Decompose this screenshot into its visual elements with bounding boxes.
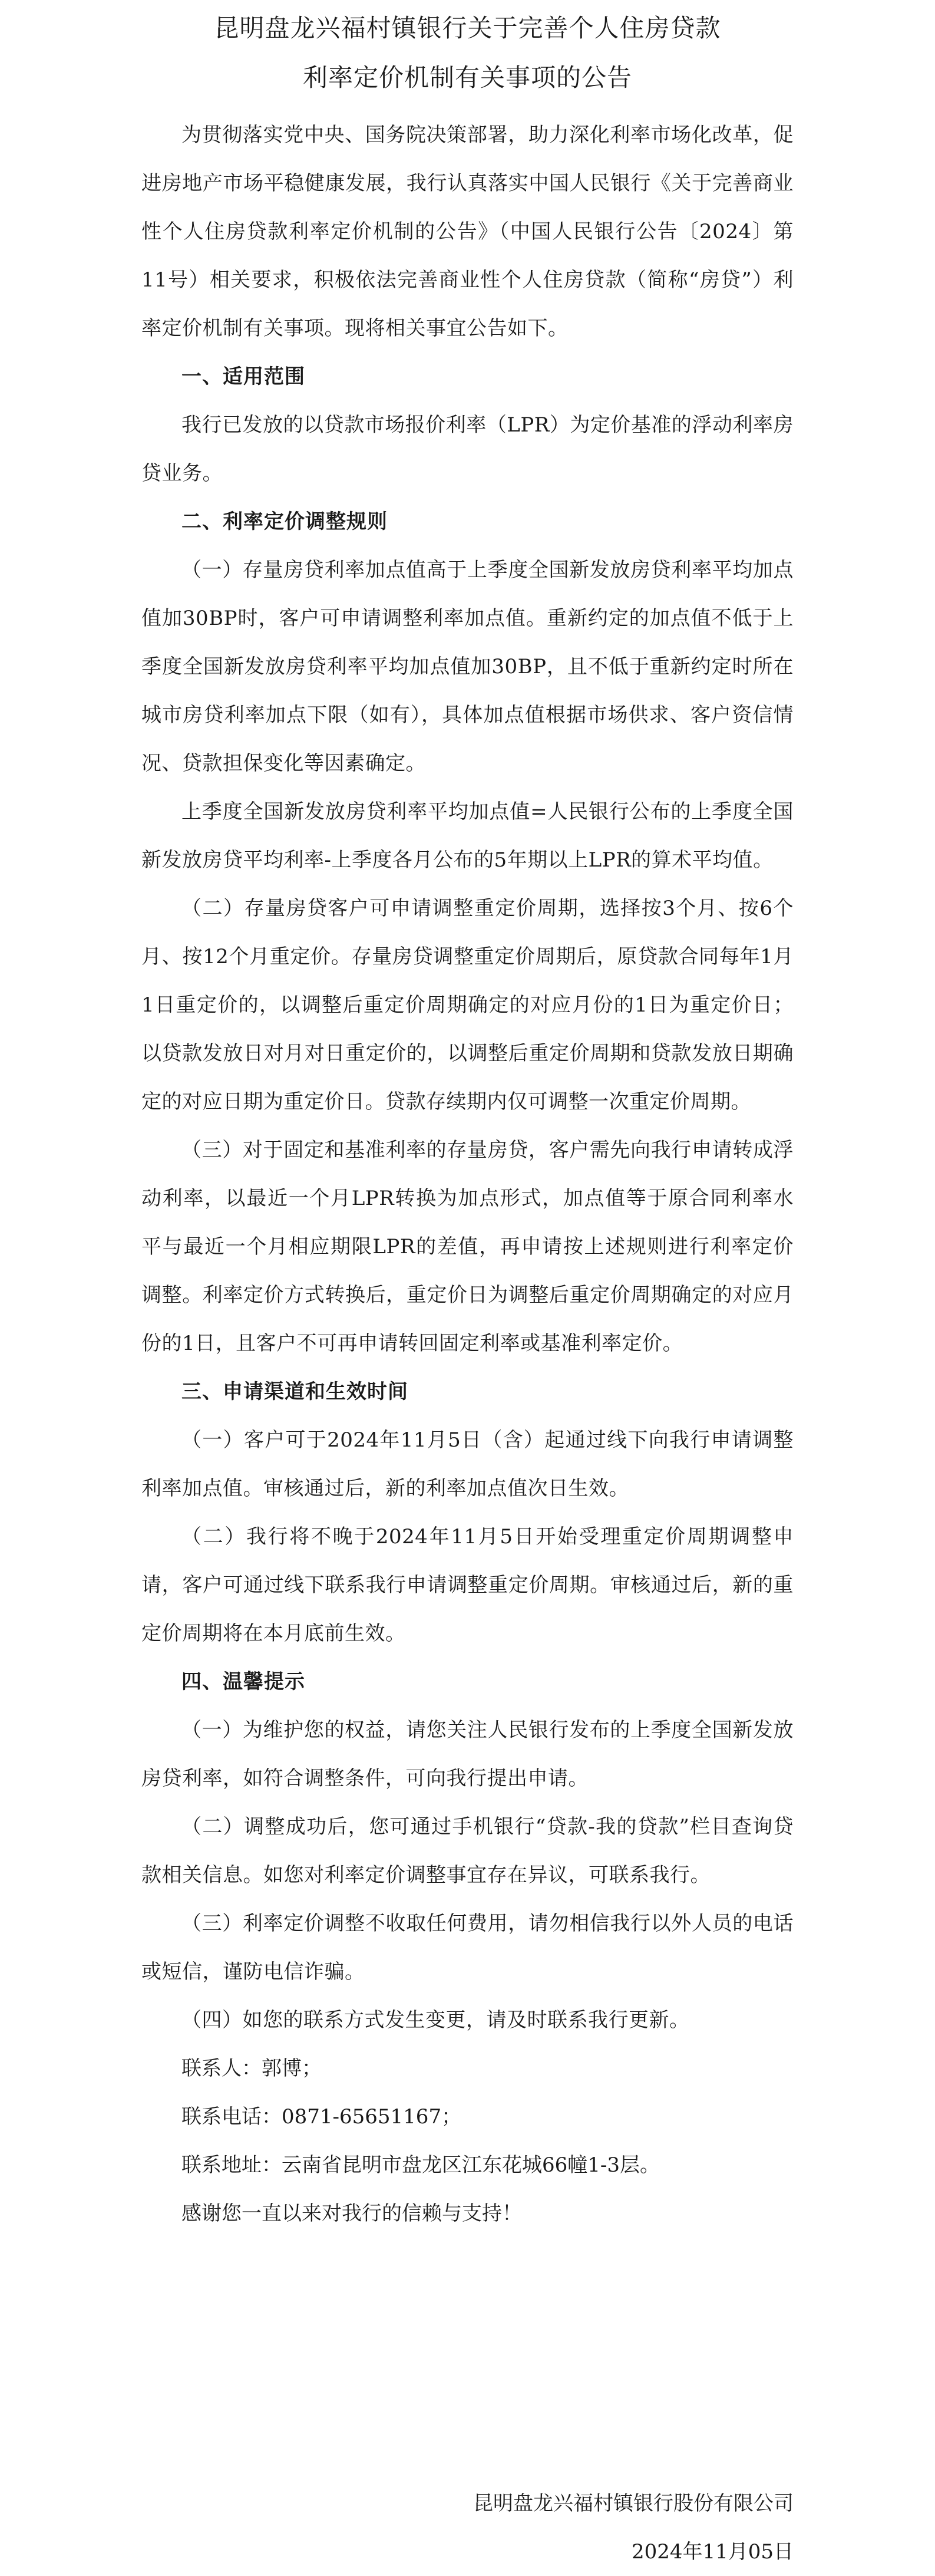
contact-phone: 联系电话：0871-65651167； [181, 2105, 462, 2129]
thanks-text: 感谢您一直以来对我行的信赖与支持！ [181, 2202, 522, 2225]
rules-paragraph-2: 上季度全国新发放房贷利率平均加点值=人民银行公布的上季度全国新发放房贷平均利率-上季度各月公布的5年期以上LPR的算术平均值。 [141, 800, 794, 872]
contact-address: 联系地址：云南省昆明市盘龙区江东花城66幢1-3层。 [181, 2153, 660, 2177]
signature-date: 2024年11月05日 [631, 2540, 794, 2564]
section-heading-rules: 二、利率定价调整规则 [181, 510, 388, 533]
contact-person: 联系人：郭博； [181, 2057, 322, 2080]
channels-paragraph-1: （一）客户可于2024年11月5日（含）起通过线下向我行申请调整利率加点值。审核通过后，新的利率加点值次日生效。 [141, 1428, 794, 1500]
document-title [141, 0, 794, 103]
tips-paragraph-3: （三）利率定价调整不收取任何费用，请勿相信我行以外人员的电话或短信，谨防电信诈骗。 [141, 1912, 794, 1984]
tips-paragraph-2: （二）调整成功后，您可通过手机银行“贷款-我的贷款”栏目查询贷款相关信息。如您对利率定价调整事宜存在异议，可联系我行。 [141, 1815, 794, 1887]
rules-paragraph-1: （一）存量房贷利率加点值高于上季度全国新发放房贷利率平均加点值加30BP时，客户可申请调整利率加点值。重新约定的加点值不低于上季度全国新发放房贷利率平均加点值加30BP，且不低于重新约定时所在城市房贷利率加点下限（如有），具体加点值根据市场供求、客户资信情况、贷款担保变化等因素确定。 [141, 558, 794, 775]
title-line-2: 利率定价机制有关事项的公告 [302, 63, 632, 92]
scope-paragraph: 我行已发放的以贷款市场报价利率（LPR）为定价基准的浮动利率房贷业务。 [141, 413, 794, 485]
section-heading-tips: 四、温馨提示 [181, 1670, 305, 1694]
intro-paragraph: 为贯彻落实党中央、国务院决策部署，助力深化利率市场化改革，促进房地产市场平稳健康发展，我行认真落实中国人民银行《关于完善商业性个人住房贷款利率定价机制的公告》（中国人民银行公告〔2024〕第11号）相关要求，积极依法完善商业性个人住房贷款（简称“房贷”）利率定价机制有关事项。现将相关事宜公告如下。 [141, 123, 794, 340]
rules-paragraph-4: （三）对于固定和基准利率的存量房贷，客户需先向我行申请转成浮动利率，以最近一个月LPR转换为加点形式，加点值等于原合同利率水平与最近一个月相应期限LPR的差值，再申请按上述规则进行利率定价调整。利率定价方式转换后，重定价日为调整后重定价周期确定的对应月份的1日，且客户不可再申请转回固定利率或基准利率定价。 [141, 1138, 794, 1355]
signature-organization: 昆明盘龙兴福村镇银行股份有限公司 [473, 2492, 794, 2515]
announcement-document [141, 0, 794, 2238]
tips-paragraph-4: （四）如您的联系方式发生变更，请及时联系我行更新。 [181, 2008, 690, 2032]
channels-paragraph-2: （二）我行将不晚于2024年11月5日开始受理重定价周期调整申请，客户可通过线下联系我行申请调整重定价周期。审核通过后，新的重定价周期将在本月底前生效。 [141, 1525, 794, 1645]
section-heading-scope: 一、适用范围 [181, 365, 305, 388]
title-line-1: 昆明盘龙兴福村镇银行关于完善个人住房贷款 [214, 14, 721, 42]
tips-paragraph-1: （一）为维护您的权益，请您关注人民银行发布的上季度全国新发放房贷利率，如符合调整条件，可向我行提出申请。 [141, 1718, 794, 1790]
section-heading-channels: 三、申请渠道和生效时间 [181, 1380, 408, 1404]
rules-paragraph-3: （二）存量房贷客户可申请调整重定价周期，选择按3个月、按6个月、按12个月重定价。存量房贷调整重定价周期后，原贷款合同每年1月1日重定价的，以调整后重定价周期确定的对应月份的1日为重定价日；以贷款发放日对月对日重定价的，以调整后重定价周期和贷款发放日期确定的对应日期为重定价日。贷款存续期内仅可调整一次重定价周期。 [141, 897, 794, 1114]
